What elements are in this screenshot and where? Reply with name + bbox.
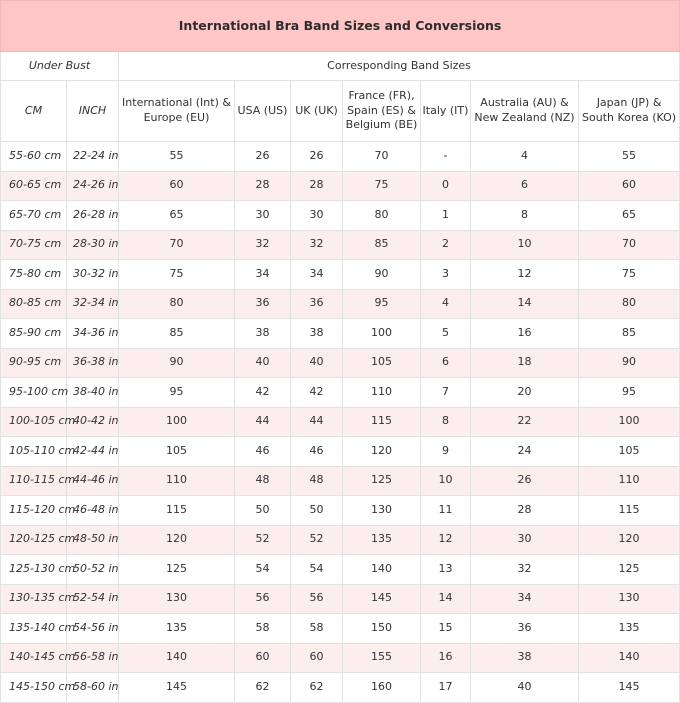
cell-inch: 34-36 in bbox=[67, 319, 119, 349]
cell-us: 46 bbox=[235, 437, 291, 467]
cell-jp: 95 bbox=[579, 378, 680, 408]
cell-cm: 75-80 cm bbox=[1, 260, 67, 290]
cell-it: 4 bbox=[421, 289, 471, 319]
cell-int: 65 bbox=[119, 201, 235, 231]
cell-uk: 48 bbox=[291, 466, 343, 496]
cell-us: 48 bbox=[235, 466, 291, 496]
table-row bbox=[1, 555, 680, 585]
cell-au: 10 bbox=[471, 230, 579, 260]
cell-int: 90 bbox=[119, 348, 235, 378]
cell-cm: 65-70 cm bbox=[1, 201, 67, 231]
cell-uk: 46 bbox=[291, 437, 343, 467]
cell-inch: 50-52 in bbox=[67, 555, 119, 585]
cell-us: 26 bbox=[235, 142, 291, 172]
cell-jp: 75 bbox=[579, 260, 680, 290]
cell-jp: 90 bbox=[579, 348, 680, 378]
cell-inch: 42-44 in bbox=[67, 437, 119, 467]
cell-jp: 55 bbox=[579, 142, 680, 172]
cell-uk: 56 bbox=[291, 584, 343, 614]
table-row bbox=[1, 496, 680, 526]
cell-au: 38 bbox=[471, 643, 579, 673]
cell-inch: 46-48 in bbox=[67, 496, 119, 526]
cell-jp: 140 bbox=[579, 643, 680, 673]
cell-fr: 75 bbox=[343, 171, 421, 201]
table-row bbox=[1, 614, 680, 644]
col-header-fr: France (FR), Spain (ES) & Belgium (BE) bbox=[343, 81, 421, 142]
cell-uk: 38 bbox=[291, 319, 343, 349]
table-row bbox=[1, 142, 680, 172]
cell-fr: 110 bbox=[343, 378, 421, 408]
cell-us: 54 bbox=[235, 555, 291, 585]
table-row bbox=[1, 673, 680, 703]
cell-fr: 90 bbox=[343, 260, 421, 290]
cell-us: 32 bbox=[235, 230, 291, 260]
cell-us: 36 bbox=[235, 289, 291, 319]
cell-fr: 130 bbox=[343, 496, 421, 526]
cell-jp: 125 bbox=[579, 555, 680, 585]
cell-inch: 54-56 in bbox=[67, 614, 119, 644]
cell-us: 58 bbox=[235, 614, 291, 644]
cell-au: 22 bbox=[471, 407, 579, 437]
table-row bbox=[1, 437, 680, 467]
cell-it: 15 bbox=[421, 614, 471, 644]
cell-it: 14 bbox=[421, 584, 471, 614]
cell-au: 14 bbox=[471, 289, 579, 319]
cell-cm: 130-135 cm bbox=[1, 584, 67, 614]
col-header-int-eu: International (Int) & Europe (EU) bbox=[119, 81, 235, 142]
col-header-it: Italy (IT) bbox=[421, 81, 471, 142]
cell-fr: 135 bbox=[343, 525, 421, 555]
cell-it: 1 bbox=[421, 201, 471, 231]
cell-int: 85 bbox=[119, 319, 235, 349]
cell-int: 70 bbox=[119, 230, 235, 260]
cell-cm: 60-65 cm bbox=[1, 171, 67, 201]
cell-us: 30 bbox=[235, 201, 291, 231]
cell-fr: 95 bbox=[343, 289, 421, 319]
table-row bbox=[1, 348, 680, 378]
cell-inch: 44-46 in bbox=[67, 466, 119, 496]
cell-fr: 155 bbox=[343, 643, 421, 673]
col-header-us: USA (US) bbox=[235, 81, 291, 142]
table-row bbox=[1, 319, 680, 349]
cell-inch: 32-34 in bbox=[67, 289, 119, 319]
cell-int: 115 bbox=[119, 496, 235, 526]
cell-uk: 26 bbox=[291, 142, 343, 172]
cell-us: 52 bbox=[235, 525, 291, 555]
cell-fr: 160 bbox=[343, 673, 421, 703]
cell-fr: 85 bbox=[343, 230, 421, 260]
cell-au: 26 bbox=[471, 466, 579, 496]
cell-it: 10 bbox=[421, 466, 471, 496]
cell-cm: 120-125 cm bbox=[1, 525, 67, 555]
cell-us: 44 bbox=[235, 407, 291, 437]
cell-au: 16 bbox=[471, 319, 579, 349]
cell-uk: 36 bbox=[291, 289, 343, 319]
cell-uk: 30 bbox=[291, 201, 343, 231]
cell-int: 130 bbox=[119, 584, 235, 614]
cell-it: 6 bbox=[421, 348, 471, 378]
cell-au: 36 bbox=[471, 614, 579, 644]
cell-au: 18 bbox=[471, 348, 579, 378]
group-header-row bbox=[1, 52, 680, 81]
cell-fr: 120 bbox=[343, 437, 421, 467]
cell-int: 120 bbox=[119, 525, 235, 555]
cell-fr: 150 bbox=[343, 614, 421, 644]
cell-it: 16 bbox=[421, 643, 471, 673]
title-row bbox=[1, 1, 680, 52]
cell-it: 13 bbox=[421, 555, 471, 585]
cell-au: 24 bbox=[471, 437, 579, 467]
table-row bbox=[1, 289, 680, 319]
cell-int: 135 bbox=[119, 614, 235, 644]
table-row bbox=[1, 378, 680, 408]
cell-int: 80 bbox=[119, 289, 235, 319]
cell-fr: 105 bbox=[343, 348, 421, 378]
cell-it: 3 bbox=[421, 260, 471, 290]
cell-int: 105 bbox=[119, 437, 235, 467]
cell-it: 8 bbox=[421, 407, 471, 437]
cell-int: 145 bbox=[119, 673, 235, 703]
col-header-inch: INCH bbox=[67, 81, 119, 142]
cell-jp: 85 bbox=[579, 319, 680, 349]
table-row bbox=[1, 466, 680, 496]
cell-inch: 22-24 in bbox=[67, 142, 119, 172]
cell-int: 60 bbox=[119, 171, 235, 201]
table-row bbox=[1, 230, 680, 260]
cell-jp: 65 bbox=[579, 201, 680, 231]
cell-cm: 145-150 cm bbox=[1, 673, 67, 703]
cell-jp: 145 bbox=[579, 673, 680, 703]
cell-uk: 60 bbox=[291, 643, 343, 673]
cell-au: 30 bbox=[471, 525, 579, 555]
cell-it: 2 bbox=[421, 230, 471, 260]
cell-int: 100 bbox=[119, 407, 235, 437]
cell-it: 9 bbox=[421, 437, 471, 467]
column-header-row bbox=[1, 81, 680, 142]
cell-fr: 70 bbox=[343, 142, 421, 172]
cell-uk: 44 bbox=[291, 407, 343, 437]
col-header-jp: Japan (JP) & South Korea (KO) bbox=[579, 81, 680, 142]
cell-au: 32 bbox=[471, 555, 579, 585]
cell-fr: 80 bbox=[343, 201, 421, 231]
cell-us: 40 bbox=[235, 348, 291, 378]
cell-uk: 50 bbox=[291, 496, 343, 526]
cell-cm: 55-60 cm bbox=[1, 142, 67, 172]
cell-inch: 28-30 in bbox=[67, 230, 119, 260]
table-row bbox=[1, 260, 680, 290]
cell-us: 50 bbox=[235, 496, 291, 526]
cell-jp: 100 bbox=[579, 407, 680, 437]
cell-inch: 48-50 in bbox=[67, 525, 119, 555]
cell-it: 7 bbox=[421, 378, 471, 408]
cell-au: 20 bbox=[471, 378, 579, 408]
cell-au: 8 bbox=[471, 201, 579, 231]
table-title: International Bra Band Sizes and Conversions bbox=[1, 1, 680, 52]
cell-uk: 34 bbox=[291, 260, 343, 290]
cell-cm: 105-110 cm bbox=[1, 437, 67, 467]
cell-uk: 28 bbox=[291, 171, 343, 201]
cell-us: 56 bbox=[235, 584, 291, 614]
col-header-au: Australia (AU) & New Zealand (NZ) bbox=[471, 81, 579, 142]
cell-inch: 24-26 in bbox=[67, 171, 119, 201]
cell-jp: 70 bbox=[579, 230, 680, 260]
cell-it: 17 bbox=[421, 673, 471, 703]
cell-fr: 125 bbox=[343, 466, 421, 496]
cell-it: 5 bbox=[421, 319, 471, 349]
cell-jp: 60 bbox=[579, 171, 680, 201]
cell-au: 40 bbox=[471, 673, 579, 703]
cell-jp: 135 bbox=[579, 614, 680, 644]
table-row bbox=[1, 407, 680, 437]
cell-it: 0 bbox=[421, 171, 471, 201]
cell-au: 6 bbox=[471, 171, 579, 201]
cell-cm: 95-100 cm bbox=[1, 378, 67, 408]
cell-jp: 105 bbox=[579, 437, 680, 467]
table-row bbox=[1, 201, 680, 231]
cell-uk: 42 bbox=[291, 378, 343, 408]
cell-au: 12 bbox=[471, 260, 579, 290]
cell-inch: 36-38 in bbox=[67, 348, 119, 378]
cell-cm: 140-145 cm bbox=[1, 643, 67, 673]
cell-it: 11 bbox=[421, 496, 471, 526]
cell-inch: 58-60 in bbox=[67, 673, 119, 703]
cell-inch: 30-32 in bbox=[67, 260, 119, 290]
cell-jp: 130 bbox=[579, 584, 680, 614]
col-header-uk: UK (UK) bbox=[291, 81, 343, 142]
corresponding-band-sizes-header: Corresponding Band Sizes bbox=[119, 52, 680, 81]
cell-int: 125 bbox=[119, 555, 235, 585]
table-row bbox=[1, 171, 680, 201]
cell-uk: 52 bbox=[291, 525, 343, 555]
table-row bbox=[1, 584, 680, 614]
cell-us: 34 bbox=[235, 260, 291, 290]
cell-uk: 62 bbox=[291, 673, 343, 703]
cell-fr: 140 bbox=[343, 555, 421, 585]
cell-inch: 26-28 in bbox=[67, 201, 119, 231]
cell-jp: 120 bbox=[579, 525, 680, 555]
cell-int: 110 bbox=[119, 466, 235, 496]
cell-cm: 135-140 cm bbox=[1, 614, 67, 644]
cell-uk: 32 bbox=[291, 230, 343, 260]
cell-jp: 110 bbox=[579, 466, 680, 496]
cell-jp: 80 bbox=[579, 289, 680, 319]
cell-uk: 40 bbox=[291, 348, 343, 378]
cell-inch: 40-42 in bbox=[67, 407, 119, 437]
col-header-cm: CM bbox=[1, 81, 67, 142]
cell-jp: 115 bbox=[579, 496, 680, 526]
cell-us: 60 bbox=[235, 643, 291, 673]
cell-int: 140 bbox=[119, 643, 235, 673]
cell-int: 95 bbox=[119, 378, 235, 408]
cell-cm: 70-75 cm bbox=[1, 230, 67, 260]
cell-fr: 145 bbox=[343, 584, 421, 614]
cell-cm: 85-90 cm bbox=[1, 319, 67, 349]
cell-it: - bbox=[421, 142, 471, 172]
cell-inch: 56-58 in bbox=[67, 643, 119, 673]
cell-us: 38 bbox=[235, 319, 291, 349]
cell-inch: 38-40 in bbox=[67, 378, 119, 408]
cell-uk: 58 bbox=[291, 614, 343, 644]
cell-cm: 110-115 cm bbox=[1, 466, 67, 496]
cell-cm: 115-120 cm bbox=[1, 496, 67, 526]
cell-int: 75 bbox=[119, 260, 235, 290]
under-bust-header: Under Bust bbox=[1, 52, 119, 81]
cell-fr: 115 bbox=[343, 407, 421, 437]
cell-cm: 90-95 cm bbox=[1, 348, 67, 378]
cell-us: 28 bbox=[235, 171, 291, 201]
cell-au: 4 bbox=[471, 142, 579, 172]
cell-uk: 54 bbox=[291, 555, 343, 585]
table-row bbox=[1, 643, 680, 673]
cell-inch: 52-54 in bbox=[67, 584, 119, 614]
cell-au: 28 bbox=[471, 496, 579, 526]
table-row bbox=[1, 525, 680, 555]
cell-int: 55 bbox=[119, 142, 235, 172]
cell-fr: 100 bbox=[343, 319, 421, 349]
cell-au: 34 bbox=[471, 584, 579, 614]
cell-us: 42 bbox=[235, 378, 291, 408]
cell-us: 62 bbox=[235, 673, 291, 703]
cell-cm: 100-105 cm bbox=[1, 407, 67, 437]
cell-cm: 125-130 cm bbox=[1, 555, 67, 585]
cell-cm: 80-85 cm bbox=[1, 289, 67, 319]
cell-it: 12 bbox=[421, 525, 471, 555]
